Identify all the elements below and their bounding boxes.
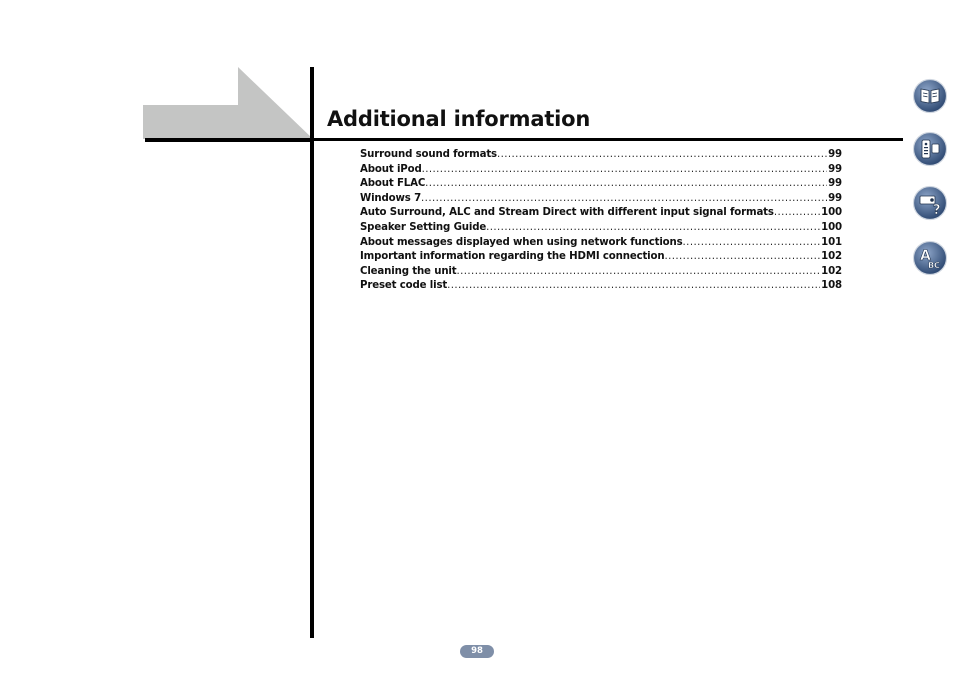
svg-text:?: ? [933,203,941,218]
toc-item-page: 99 [828,149,842,160]
toc-item-page: 101 [821,236,842,248]
toc-item-page: 99 [828,192,842,204]
toc-item[interactable] [360,164,842,179]
dot-leader [457,266,821,277]
dot-leader [425,178,827,189]
left-horizontal-rule [145,138,314,142]
remote-control-icon[interactable] [912,131,948,167]
toc-item-label: Preset code list [360,280,448,292]
toc-item-page: 102 [821,265,842,277]
toc-item[interactable] [360,237,842,252]
dot-leader [774,207,820,218]
toc-item-page: 99 [828,178,842,190]
book-icon[interactable] [912,78,948,114]
dot-leader [497,149,827,160]
svg-text:A: A [920,248,931,264]
page-number-badge: 98 [460,645,494,658]
toc-item[interactable] [360,280,842,295]
toc-item[interactable] [360,149,842,164]
toc-item-label: About iPod [360,163,422,175]
receiver-help-icon[interactable] [912,185,948,221]
toc-item-label: Important information regarding the HDMI connection [360,251,665,263]
vertical-rule [310,67,314,638]
abc-help-icon[interactable] [912,240,948,276]
toc-item[interactable] [360,266,842,281]
toc-item-label: About messages displayed when using network functions [360,236,683,248]
toc-item-page: 102 [821,251,842,263]
dot-leader [683,237,821,248]
page-title: Additional information [327,107,591,131]
toc-item-page: 99 [828,163,842,175]
toc-item-page: 100 [821,207,842,219]
toc-item-label: Cleaning the unit [360,265,457,277]
svg-text:C: C [934,261,940,270]
toc-item-label: Windows 7 [360,192,422,204]
dot-leader [422,164,828,175]
dot-leader [664,251,820,262]
toc-item[interactable] [360,222,842,237]
toc-item-label: About FLAC [360,178,426,190]
toc-item[interactable] [360,193,842,208]
toc-item[interactable] [360,207,842,222]
toc-item-page: 100 [821,221,842,233]
toc-item[interactable] [360,251,842,266]
toc-item[interactable] [360,178,842,193]
toc-item-page: 108 [821,280,842,292]
toc-item-label: Auto Surround, ALC and Stream Direct with different input signal formats [360,207,774,219]
svg-text:B: B [928,261,935,270]
title-underline-rule [314,138,903,141]
chapter-tab-arrow [143,67,313,139]
dot-leader [447,280,820,291]
dot-leader [486,222,820,233]
table-of-contents [360,149,842,295]
toc-item-label: Surround sound formats [360,149,497,160]
dot-leader [421,193,827,204]
toc-item-label: Speaker Setting Guide [360,221,487,233]
